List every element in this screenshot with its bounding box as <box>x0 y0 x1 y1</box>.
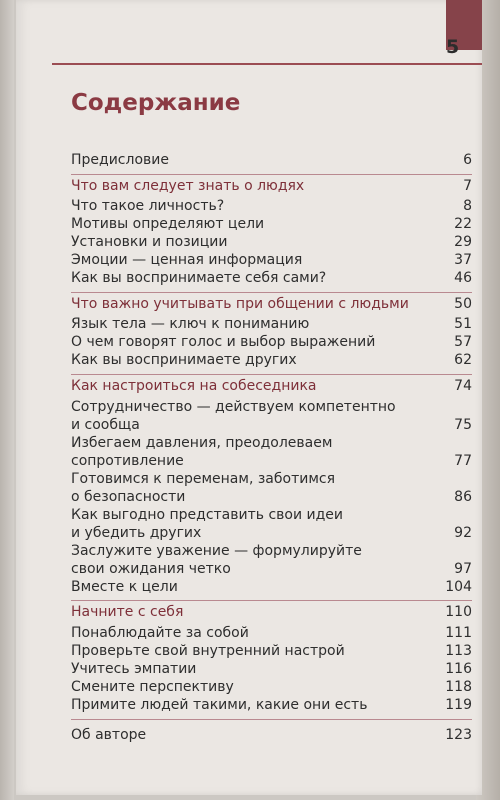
toc-entry-title: Об авторе <box>71 727 147 743</box>
toc-entry-page: 123 <box>445 727 472 743</box>
toc-entry-page: 116 <box>445 661 472 677</box>
toc-entry <box>71 232 472 252</box>
toc-section-title: Начните с себя <box>71 604 184 620</box>
toc-entry-title: Как вы воспринимаете других <box>71 352 297 368</box>
toc-section-heading <box>71 176 472 196</box>
toc-entry <box>71 623 472 643</box>
toc-entry-page: 51 <box>454 316 472 332</box>
toc-entry <box>71 505 472 525</box>
toc-entry-title: Как вы воспринимаете себя сами? <box>71 270 327 286</box>
toc-entry-page: 92 <box>454 525 472 541</box>
toc-entry-page: 50 <box>454 296 472 312</box>
toc-entry-title: Как выгодно представить свои идеи <box>71 507 344 523</box>
toc-entry-title: Мотивы определяют цели <box>71 216 265 232</box>
toc-entry-title: Избегаем давления, преодолеваем <box>71 435 333 451</box>
toc-entry-title: Предисловие <box>71 152 169 168</box>
toc-section-heading <box>71 294 472 314</box>
toc-entry <box>71 469 472 489</box>
toc-entry-title: и сообща <box>71 417 140 433</box>
toc-section-title: Что важно учитывать при общении с людьми <box>71 296 409 312</box>
toc-entry <box>71 415 472 435</box>
toc-entry <box>71 677 472 697</box>
toc-entry-title: Что такое личность? <box>71 198 225 214</box>
toc-entry-title: Проверьте свой внутренний настрой <box>71 643 345 659</box>
section-rule <box>71 292 472 293</box>
toc-section-heading <box>71 376 472 396</box>
toc-entry-page: 77 <box>454 453 472 469</box>
toc-entry-page: 22 <box>454 216 472 232</box>
toc-entry-title: Смените перспективу <box>71 679 234 695</box>
section-rule <box>71 174 472 175</box>
toc-entry <box>71 695 472 715</box>
toc-entry-title: о безопасности <box>71 489 186 505</box>
toc-entry-title: Язык тела — ключ к пониманию <box>71 316 310 332</box>
page-number: 5 <box>446 36 460 58</box>
toc-entry <box>71 433 472 453</box>
toc-entry-page: 74 <box>454 378 472 394</box>
toc-entry <box>71 150 472 170</box>
toc-entry-page: 7 <box>463 178 472 194</box>
toc-entry-page: 113 <box>445 643 472 659</box>
toc-entry <box>71 541 472 561</box>
book-page <box>16 0 482 795</box>
toc-entry <box>71 641 472 661</box>
toc-entry-title: Готовимся к переменам, заботимся <box>71 471 336 487</box>
toc-entry-page: 62 <box>454 352 472 368</box>
toc-entry-title: Установки и позиции <box>71 234 228 250</box>
left-background <box>0 0 14 800</box>
toc-entry-page: 57 <box>454 334 472 350</box>
toc-entry-page: 86 <box>454 489 472 505</box>
toc-entry-page: 75 <box>454 417 472 433</box>
toc-entry-title: и убедить других <box>71 525 202 541</box>
toc-entry-title: О чем говорят голос и выбор выражений <box>71 334 376 350</box>
toc-entry <box>71 559 472 579</box>
toc-entry <box>71 523 472 543</box>
toc-entry <box>71 451 472 471</box>
toc-entry-page: 118 <box>445 679 472 695</box>
toc-entry <box>71 487 472 507</box>
toc-section-title: Как настроиться на собеседника <box>71 378 317 394</box>
toc-entry-title: Эмоции — ценная информация <box>71 252 303 268</box>
toc-entry-page: 6 <box>463 152 472 168</box>
toc-entry <box>71 314 472 334</box>
toc-entry <box>71 350 472 370</box>
toc-entry-title: сопротивление <box>71 453 184 469</box>
toc-entry-title: Учитесь эмпатии <box>71 661 197 677</box>
toc-section-heading <box>71 602 472 622</box>
toc-entry-title: Понаблюдайте за собой <box>71 625 249 641</box>
toc-entry <box>71 659 472 679</box>
toc-entry-page: 119 <box>445 697 472 713</box>
toc-entry-page: 37 <box>454 252 472 268</box>
toc-section-title: Что вам следует знать о людях <box>71 178 305 194</box>
toc-entry-title: Примите людей такими, какие они есть <box>71 697 368 713</box>
toc-entry-page: 110 <box>445 604 472 620</box>
section-rule <box>71 600 472 601</box>
section-rule <box>71 719 472 720</box>
toc-entry <box>71 196 472 216</box>
toc-entry <box>71 725 472 745</box>
toc-entry-page: 104 <box>445 579 472 595</box>
table-of-contents <box>16 0 482 795</box>
toc-entry-page: 111 <box>445 625 472 641</box>
toc-entry <box>71 250 472 270</box>
page-title: Содержание <box>71 90 241 116</box>
toc-entry-title: свои ожидания четко <box>71 561 231 577</box>
toc-entry-page: 29 <box>454 234 472 250</box>
toc-entry <box>71 577 472 597</box>
toc-entry <box>71 214 472 234</box>
toc-entry-title: Вместе к цели <box>71 579 178 595</box>
section-rule <box>71 374 472 375</box>
toc-entry <box>71 268 472 288</box>
toc-entry <box>71 397 472 417</box>
toc-entry-page: 46 <box>454 270 472 286</box>
toc-entry <box>71 332 472 352</box>
toc-entry-page: 8 <box>463 198 472 214</box>
toc-entry-page: 97 <box>454 561 472 577</box>
toc-entry-title: Сотрудничество — действуем компетентно <box>71 399 396 415</box>
toc-entry-title: Заслужите уважение — формулируйте <box>71 543 362 559</box>
